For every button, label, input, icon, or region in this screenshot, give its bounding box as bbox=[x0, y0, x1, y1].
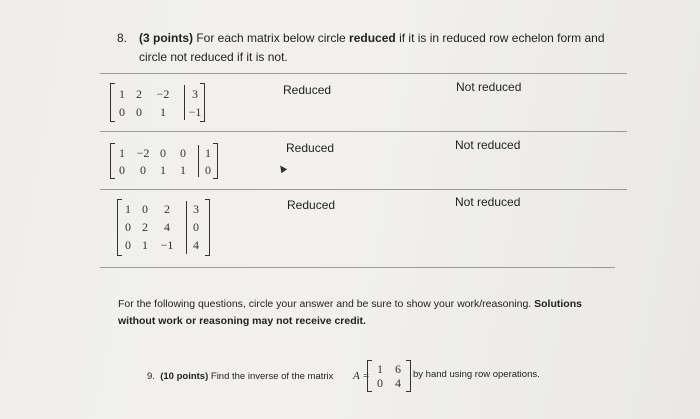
question-9-number: 9. bbox=[147, 371, 155, 382]
matrix-variable-label: A = bbox=[353, 370, 370, 382]
question-9-text: Find the inverse of the matrix bbox=[208, 371, 334, 382]
question-8-number: 8. bbox=[117, 31, 128, 45]
question-8-text: (3 points) For each matrix below circle reduced if it is in reduced row echelon form and circle not reduced if it is not. bbox=[139, 31, 605, 64]
option-reduced-3[interactable]: Reduced bbox=[287, 198, 336, 212]
divider-4 bbox=[100, 267, 615, 268]
option-reduced-1[interactable]: Reduced bbox=[283, 83, 332, 97]
option-not-reduced-2[interactable]: Not reduced bbox=[455, 138, 521, 152]
option-not-reduced-3[interactable]: Not reduced bbox=[455, 195, 521, 209]
divider-3 bbox=[100, 189, 627, 190]
matrix-1: 1 2 −2 3 0 0 1 −1 bbox=[110, 83, 205, 122]
question-8-points: (3 points) bbox=[139, 31, 193, 45]
matrix-2: 1 −2 0 0 1 0 0 1 1 0 bbox=[110, 143, 218, 179]
option-not-reduced-1[interactable]: Not reduced bbox=[456, 80, 522, 94]
instructions: For the following questions, circle your answer and be sure to show your work/reasoning. Solutions without work or reasoning may not receive credit. bbox=[118, 298, 582, 327]
matrix-a: 1 6 0 4 bbox=[367, 360, 411, 392]
divider-1 bbox=[100, 73, 627, 74]
question-9-points: (10 points) bbox=[160, 371, 209, 382]
mouse-pointer-icon: ▲ bbox=[273, 158, 291, 178]
option-reduced-2[interactable]: Reduced bbox=[286, 141, 335, 155]
divider-2 bbox=[100, 131, 627, 132]
matrix-3: 1 0 2 3 0 2 4 0 0 1 −1 4 bbox=[117, 199, 210, 256]
question-9-tail: by hand using row operations. bbox=[413, 369, 540, 380]
